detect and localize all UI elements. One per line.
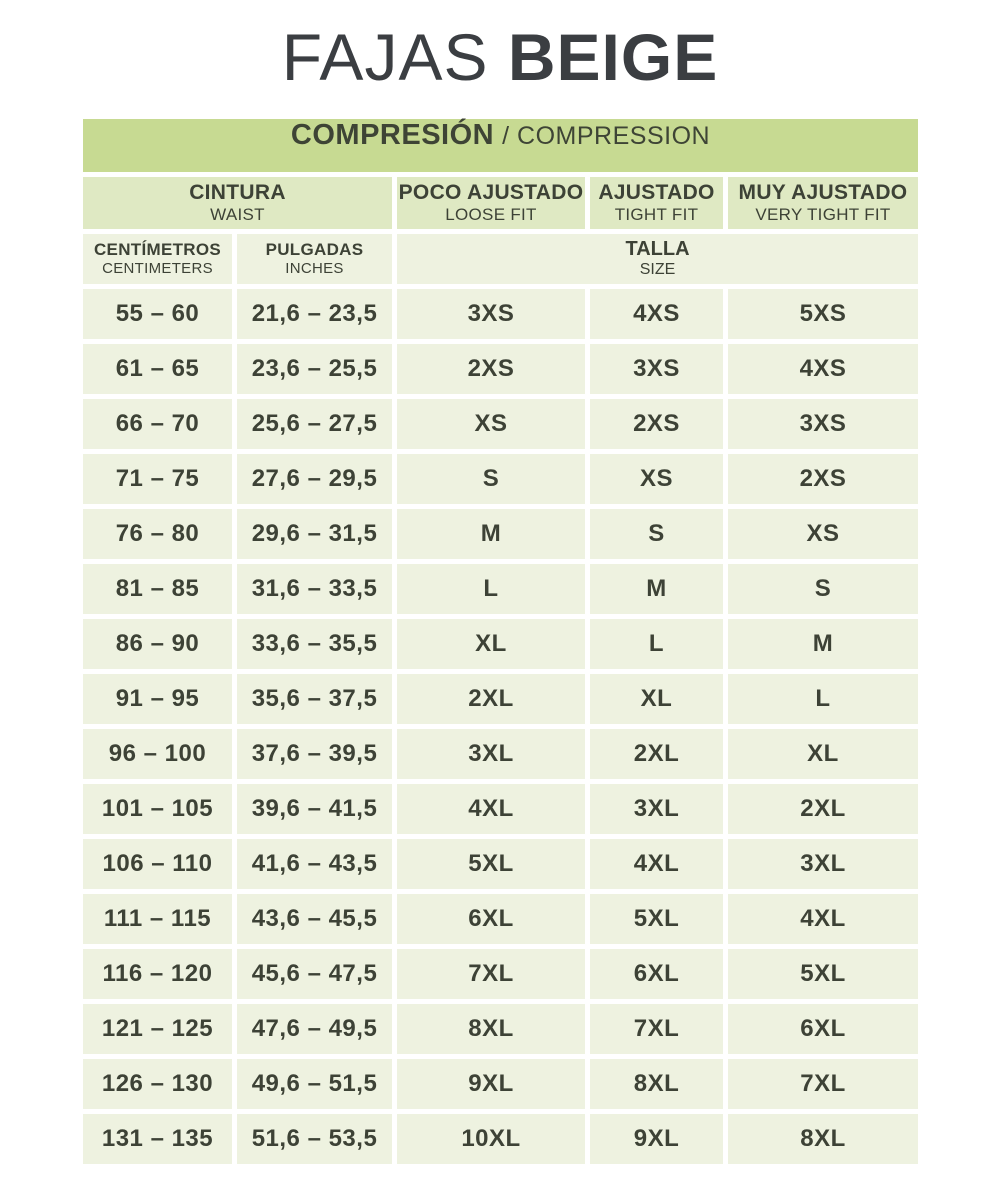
header-centimeters bbox=[83, 234, 232, 284]
size-very-tight-cell: 4XL bbox=[728, 894, 918, 944]
waist-cm-cell: 76 – 80 bbox=[83, 509, 232, 559]
waist-in-cell: 27,6 – 29,5 bbox=[237, 454, 392, 504]
waist-cm-cell: 111 – 115 bbox=[83, 894, 232, 944]
page-title bbox=[0, 0, 1000, 99]
waist-in-cell: 33,6 – 35,5 bbox=[237, 619, 392, 669]
waist-cm-cell: 71 – 75 bbox=[83, 454, 232, 504]
header-waist-es: CINTURA bbox=[189, 181, 286, 205]
header-waist bbox=[83, 177, 392, 229]
header-centimeters-es: CENTÍMETROS bbox=[93, 239, 222, 259]
header-loose-fit bbox=[397, 177, 585, 229]
waist-in-cell: 45,6 – 47,5 bbox=[237, 949, 392, 999]
waist-in-cell: 47,6 – 49,5 bbox=[237, 1004, 392, 1054]
size-very-tight-cell: M bbox=[728, 619, 918, 669]
size-tight-cell: 2XL bbox=[590, 729, 723, 779]
compression-header-band bbox=[83, 119, 918, 172]
size-tight-cell: 4XL bbox=[590, 839, 723, 889]
size-loose-cell: 9XL bbox=[397, 1059, 585, 1109]
header-very-tight-fit-en: VERY TIGHT FIT bbox=[755, 205, 891, 225]
size-tight-cell: 2XS bbox=[590, 399, 723, 449]
size-tight-cell: 5XL bbox=[590, 894, 723, 944]
size-loose-cell: 8XL bbox=[397, 1004, 585, 1054]
size-loose-cell: 6XL bbox=[397, 894, 585, 944]
header-size bbox=[397, 234, 918, 284]
header-loose-fit-es: POCO AJUSTADO bbox=[398, 181, 584, 205]
size-tight-cell: L bbox=[590, 619, 723, 669]
waist-cm-cell: 126 – 130 bbox=[83, 1059, 232, 1109]
size-loose-cell: 3XS bbox=[397, 289, 585, 339]
size-very-tight-cell: 4XS bbox=[728, 344, 918, 394]
size-loose-cell: 3XL bbox=[397, 729, 585, 779]
size-very-tight-cell: 5XL bbox=[728, 949, 918, 999]
size-loose-cell: XS bbox=[397, 399, 585, 449]
size-very-tight-cell: 8XL bbox=[728, 1114, 918, 1164]
size-tight-cell: 9XL bbox=[590, 1114, 723, 1164]
size-loose-cell: L bbox=[397, 564, 585, 614]
header-inches bbox=[237, 234, 392, 284]
waist-in-cell: 29,6 – 31,5 bbox=[237, 509, 392, 559]
header-size-en: SIZE bbox=[639, 261, 676, 279]
compression-label-es: COMPRESIÓN bbox=[290, 119, 495, 151]
size-loose-cell: M bbox=[397, 509, 585, 559]
waist-cm-cell: 121 – 125 bbox=[83, 1004, 232, 1054]
size-very-tight-cell: 5XS bbox=[728, 289, 918, 339]
waist-in-cell: 21,6 – 23,5 bbox=[237, 289, 392, 339]
size-loose-cell: 2XL bbox=[397, 674, 585, 724]
waist-cm-cell: 96 – 100 bbox=[83, 729, 232, 779]
size-tight-cell: 3XS bbox=[590, 344, 723, 394]
size-very-tight-cell: 3XS bbox=[728, 399, 918, 449]
waist-in-cell: 25,6 – 27,5 bbox=[237, 399, 392, 449]
size-tight-cell: 3XL bbox=[590, 784, 723, 834]
size-loose-cell: 10XL bbox=[397, 1114, 585, 1164]
size-loose-cell: 2XS bbox=[397, 344, 585, 394]
waist-in-cell: 39,6 – 41,5 bbox=[237, 784, 392, 834]
size-tight-cell: 8XL bbox=[590, 1059, 723, 1109]
compression-separator: / bbox=[502, 122, 510, 150]
waist-in-cell: 23,6 – 25,5 bbox=[237, 344, 392, 394]
waist-cm-cell: 86 – 90 bbox=[83, 619, 232, 669]
waist-cm-cell: 81 – 85 bbox=[83, 564, 232, 614]
size-tight-cell: 4XS bbox=[590, 289, 723, 339]
size-loose-cell: 4XL bbox=[397, 784, 585, 834]
size-tight-cell: XL bbox=[590, 674, 723, 724]
waist-cm-cell: 61 – 65 bbox=[83, 344, 232, 394]
compression-label-en: COMPRESSION bbox=[517, 122, 711, 150]
header-size-es: TALLA bbox=[625, 238, 690, 261]
waist-in-cell: 41,6 – 43,5 bbox=[237, 839, 392, 889]
waist-cm-cell: 106 – 110 bbox=[83, 839, 232, 889]
header-waist-en: WAIST bbox=[210, 205, 265, 225]
waist-in-cell: 31,6 – 33,5 bbox=[237, 564, 392, 614]
size-very-tight-cell: S bbox=[728, 564, 918, 614]
size-tight-cell: 7XL bbox=[590, 1004, 723, 1054]
size-tight-cell: S bbox=[590, 509, 723, 559]
page-title-bold: BEIGE bbox=[507, 20, 719, 94]
size-tight-cell: 6XL bbox=[590, 949, 723, 999]
size-very-tight-cell: 3XL bbox=[728, 839, 918, 889]
header-tight-fit-es: AJUSTADO bbox=[598, 181, 715, 205]
size-very-tight-cell: 2XS bbox=[728, 454, 918, 504]
waist-in-cell: 37,6 – 39,5 bbox=[237, 729, 392, 779]
header-very-tight-fit-es: MUY AJUSTADO bbox=[738, 181, 908, 205]
waist-cm-cell: 91 – 95 bbox=[83, 674, 232, 724]
size-loose-cell: 5XL bbox=[397, 839, 585, 889]
waist-in-cell: 35,6 – 37,5 bbox=[237, 674, 392, 724]
size-loose-cell: XL bbox=[397, 619, 585, 669]
size-very-tight-cell: XS bbox=[728, 509, 918, 559]
size-very-tight-cell: L bbox=[728, 674, 918, 724]
waist-cm-cell: 101 – 105 bbox=[83, 784, 232, 834]
size-very-tight-cell: 2XL bbox=[728, 784, 918, 834]
header-loose-fit-en: LOOSE FIT bbox=[445, 205, 537, 225]
size-loose-cell: S bbox=[397, 454, 585, 504]
size-very-tight-cell: XL bbox=[728, 729, 918, 779]
waist-cm-cell: 131 – 135 bbox=[83, 1114, 232, 1164]
header-inches-es: PULGADAS bbox=[265, 239, 364, 259]
waist-cm-cell: 116 – 120 bbox=[83, 949, 232, 999]
header-inches-en: INCHES bbox=[285, 260, 344, 278]
header-tight-fit-en: TIGHT FIT bbox=[614, 205, 699, 225]
waist-in-cell: 51,6 – 53,5 bbox=[237, 1114, 392, 1164]
waist-in-cell: 43,6 – 45,5 bbox=[237, 894, 392, 944]
size-loose-cell: 7XL bbox=[397, 949, 585, 999]
header-centimeters-en: CENTIMETERS bbox=[102, 260, 213, 278]
compression-size-table bbox=[83, 119, 918, 1164]
size-tight-cell: XS bbox=[590, 454, 723, 504]
waist-in-cell: 49,6 – 51,5 bbox=[237, 1059, 392, 1109]
size-tight-cell: M bbox=[590, 564, 723, 614]
page-title-light: FAJAS bbox=[281, 20, 489, 94]
header-tight-fit bbox=[590, 177, 723, 229]
waist-cm-cell: 55 – 60 bbox=[83, 289, 232, 339]
waist-cm-cell: 66 – 70 bbox=[83, 399, 232, 449]
header-very-tight-fit bbox=[728, 177, 918, 229]
size-very-tight-cell: 6XL bbox=[728, 1004, 918, 1054]
size-very-tight-cell: 7XL bbox=[728, 1059, 918, 1109]
